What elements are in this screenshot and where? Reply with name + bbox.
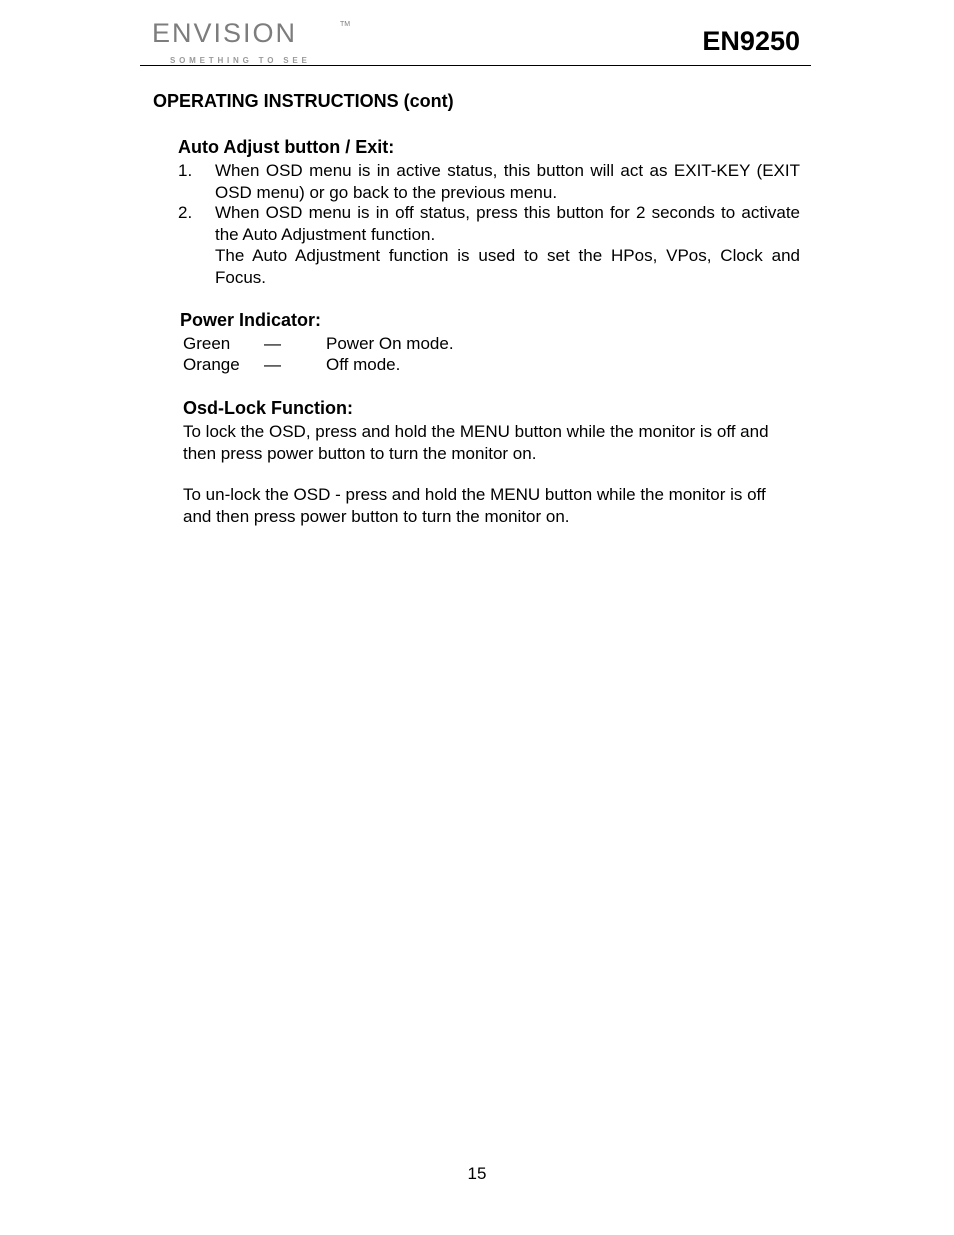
list-item-text: When OSD menu is in off status, press this button for 2 seconds to activate the Auto Adjustment function. (215, 203, 800, 244)
header-divider (140, 65, 811, 66)
list-item-number: 2. (178, 203, 193, 222)
indicator-dash: — (264, 334, 281, 353)
osd-lock-paragraph: To lock the OSD, press and hold the MENU button while the monitor is off and then press power button to turn the monitor on. (183, 422, 769, 463)
envision-logo (152, 18, 352, 68)
logo-tagline: SOMETHING TO SEE (170, 56, 311, 65)
indicator-mode: Power On mode. (326, 334, 454, 353)
logo-wordmark: ENVISION (152, 18, 298, 48)
osd-unlock-paragraph: To un-lock the OSD - press and hold the MENU button while the monitor is off and then press power button to turn the monitor on. (183, 485, 766, 526)
power-indicator-heading: Power Indicator: (180, 310, 322, 330)
page-number: 15 (467, 1164, 487, 1183)
model-number: EN9250 (702, 26, 800, 56)
list-item-text: The Auto Adjustment function is used to set the HPos, VPos, Clock and Focus. (215, 246, 800, 287)
indicator-color: Green (183, 334, 231, 353)
list-item-text: When OSD menu is in active status, this button will act as EXIT-KEY (EXIT OSD menu) or go back to the previous menu. (215, 161, 800, 202)
osd-lock-heading: Osd-Lock Function: (183, 398, 353, 418)
indicator-mode: Off mode. (326, 355, 401, 374)
auto-adjust-heading: Auto Adjust button / Exit: (178, 137, 395, 157)
indicator-color: Orange (183, 355, 240, 374)
indicator-dash: — (264, 355, 281, 374)
list-item-number: 1. (178, 161, 193, 180)
logo-trademark: TM (340, 21, 351, 28)
section-title: OPERATING INSTRUCTIONS (cont) (153, 91, 454, 111)
